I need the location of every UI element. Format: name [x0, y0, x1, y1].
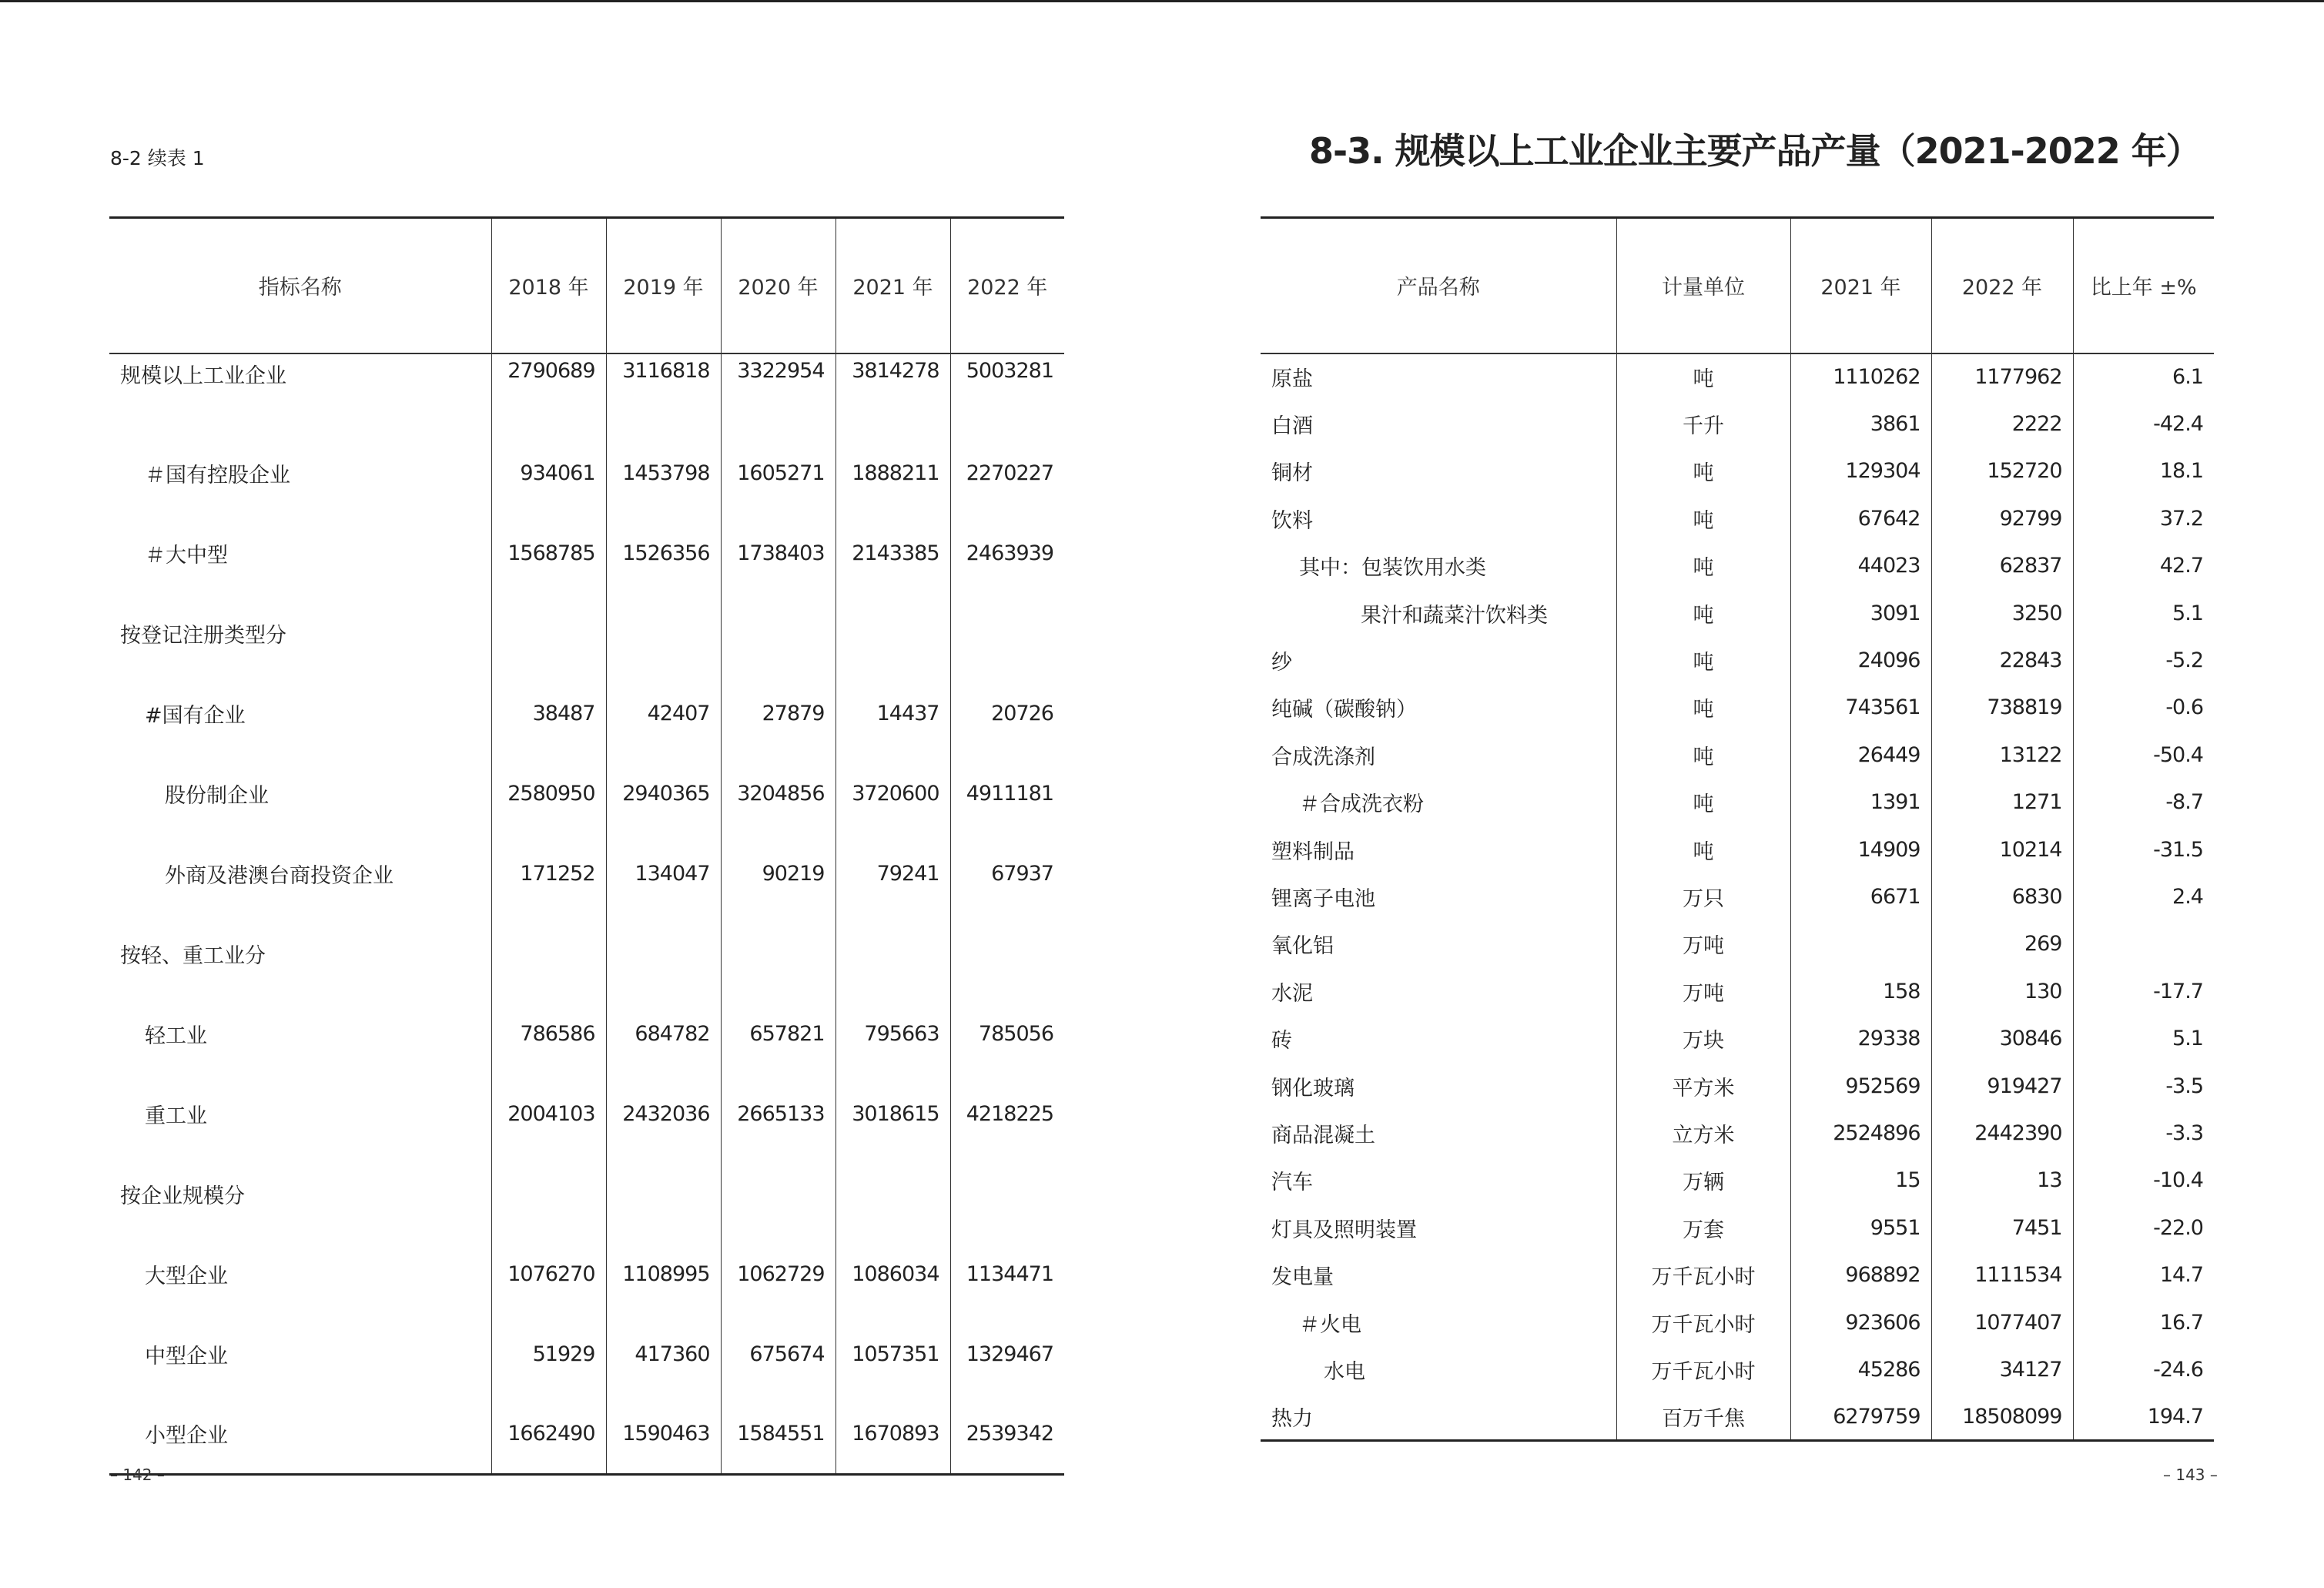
unit: 万千瓦小时	[1616, 1346, 1790, 1393]
product-name: 果汁和蔬菜汁饮料类	[1361, 603, 1548, 628]
value-2021: 3091	[1790, 589, 1931, 636]
value-2022: 1177962	[1931, 353, 2073, 400]
change-percent: -31.5	[2073, 826, 2214, 873]
product-name: 商品混凝土	[1271, 1123, 1375, 1147]
value-2019: 1526356	[606, 514, 721, 594]
value-2021: 158	[1790, 968, 1931, 1015]
value-2022	[950, 594, 1064, 674]
table-row	[1261, 1298, 2214, 1345]
table-row	[1261, 1157, 2214, 1204]
header-2021: 2021 年	[836, 218, 950, 353]
value-2021: 67642	[1790, 495, 1931, 542]
row-label: 按轻、重工业分	[120, 944, 266, 968]
value-2021: 952569	[1790, 1062, 1931, 1109]
table-row	[1261, 495, 2214, 542]
value-2022: 6830	[1931, 873, 2073, 920]
value-2022: 22843	[1931, 637, 2073, 684]
value-2022: 2270227	[950, 434, 1064, 514]
value-2022: 785056	[950, 994, 1064, 1074]
value-2022: 5003281	[950, 353, 1064, 434]
value-2021: 1086034	[836, 1235, 950, 1315]
value-2019	[606, 594, 721, 674]
value-2019: 417360	[606, 1315, 721, 1395]
product-name: 塑料制品	[1271, 839, 1355, 864]
value-2019	[606, 1154, 721, 1235]
value-2020: 675674	[721, 1315, 836, 1395]
value-2020: 1605271	[721, 434, 836, 514]
table-row	[1261, 826, 2214, 873]
value-2020: 1584551	[721, 1395, 836, 1475]
unit: 吨	[1616, 826, 1790, 873]
value-2022: 34127	[1931, 1346, 2073, 1393]
product-name: 白酒	[1271, 414, 1313, 439]
unit: 百万千焦	[1616, 1393, 1790, 1440]
product-name: 水泥	[1271, 981, 1313, 1006]
product-name: 纱	[1271, 651, 1292, 675]
value-2021: 1888211	[836, 434, 950, 514]
value-2021: 2143385	[836, 514, 950, 594]
row-label: 轻工业	[145, 1024, 207, 1048]
product-name: ＃合成洗衣粉	[1299, 792, 1424, 817]
product-name: 灯具及照明装置	[1271, 1218, 1417, 1242]
header-2021: 2021 年	[1790, 218, 1931, 353]
value-2022: 92799	[1931, 495, 2073, 542]
change-percent: -42.4	[2073, 400, 2214, 447]
change-percent: -3.3	[2073, 1110, 2214, 1157]
value-2018: 51929	[491, 1315, 606, 1395]
value-2019: 2940365	[606, 754, 721, 834]
value-2022: 3250	[1931, 589, 2073, 636]
change-percent: 16.7	[2073, 1298, 2214, 1345]
change-percent: 42.7	[2073, 542, 2214, 589]
product-output-table	[1261, 216, 2214, 1442]
value-2019: 684782	[606, 994, 721, 1074]
row-label: 大型企业	[145, 1265, 228, 1288]
value-2022: 2442390	[1931, 1110, 2073, 1157]
change-percent: 5.1	[2073, 1015, 2214, 1062]
table-row	[1261, 1251, 2214, 1298]
row-label: 按登记注册类型分	[120, 624, 286, 648]
table-row	[1261, 447, 2214, 494]
header-change: 比上年 ±%	[2073, 218, 2214, 353]
table-row	[109, 834, 1064, 914]
product-name: 合成洗涤剂	[1271, 745, 1375, 769]
value-2018: 1568785	[491, 514, 606, 594]
value-2019: 1108995	[606, 1235, 721, 1315]
value-2021: 968892	[1790, 1251, 1931, 1298]
product-name: 饮料	[1271, 508, 1313, 533]
table-body	[109, 353, 1064, 1475]
unit: 吨	[1616, 589, 1790, 636]
header-unit: 计量单位	[1616, 218, 1790, 353]
value-2021: 14437	[836, 674, 950, 754]
value-2021: 3720600	[836, 754, 950, 834]
product-name: 钢化玻璃	[1271, 1076, 1355, 1101]
table-subtitle: 8-2 续表 1	[110, 147, 205, 169]
value-2021: 29338	[1790, 1015, 1931, 1062]
header-indicator-name: 指标名称	[109, 218, 491, 353]
table-row	[1261, 542, 2214, 589]
table-body	[1261, 353, 2214, 1441]
row-label: 股份制企业	[165, 784, 269, 808]
value-2021: 24096	[1790, 637, 1931, 684]
value-2018: 2580950	[491, 754, 606, 834]
row-label: #国有企业	[145, 704, 246, 728]
value-2021: 923606	[1790, 1298, 1931, 1345]
value-2022: 4911181	[950, 754, 1064, 834]
change-percent: -3.5	[2073, 1062, 2214, 1109]
change-percent: 18.1	[2073, 447, 2214, 494]
right-page	[1162, 0, 2324, 1588]
unit: 千升	[1616, 400, 1790, 447]
row-label: ＃国有控股企业	[145, 464, 290, 487]
table-row	[1261, 968, 2214, 1015]
row-label: ＃大中型	[145, 544, 228, 568]
table-row	[1261, 1346, 2214, 1393]
table-row	[109, 754, 1064, 834]
unit: 万吨	[1616, 920, 1790, 967]
change-percent: -24.6	[2073, 1346, 2214, 1393]
table-row	[109, 1074, 1064, 1154]
product-name: 氧化铝	[1271, 934, 1334, 959]
value-2021: 14909	[1790, 826, 1931, 873]
value-2021: 15	[1790, 1157, 1931, 1204]
table-row	[109, 1315, 1064, 1395]
value-2019: 2432036	[606, 1074, 721, 1154]
change-percent: -10.4	[2073, 1157, 2214, 1204]
table-row	[109, 1235, 1064, 1315]
value-2022	[950, 914, 1064, 994]
value-2022: 1134471	[950, 1235, 1064, 1315]
value-2022: 30846	[1931, 1015, 2073, 1062]
product-name: 锂离子电池	[1271, 886, 1375, 911]
value-2022: 152720	[1931, 447, 2073, 494]
value-2021	[1790, 920, 1931, 967]
unit: 万只	[1616, 873, 1790, 920]
table-header-row	[109, 218, 1064, 353]
header-product-name: 产品名称	[1261, 218, 1616, 353]
value-2020: 90219	[721, 834, 836, 914]
change-percent: 194.7	[2073, 1393, 2214, 1440]
value-2021: 45286	[1790, 1346, 1931, 1393]
unit: 万辆	[1616, 1157, 1790, 1204]
product-name: 其中：包装饮用水类	[1299, 556, 1486, 581]
product-name: 铜材	[1271, 461, 1313, 486]
page-number: – 142 –	[110, 1466, 165, 1484]
value-2022: 18508099	[1931, 1393, 2073, 1440]
value-2022: 4218225	[950, 1074, 1064, 1154]
product-name: ＃火电	[1299, 1312, 1361, 1337]
table-row	[109, 353, 1064, 434]
unit: 吨	[1616, 495, 1790, 542]
row-label: 小型企业	[109, 1395, 491, 1475]
value-2018: 1076270	[491, 1235, 606, 1315]
table-row	[109, 1154, 1064, 1235]
value-2022: 130	[1931, 968, 2073, 1015]
value-2022: 2222	[1931, 400, 2073, 447]
change-percent: 14.7	[2073, 1251, 2214, 1298]
value-2019: 3116818	[606, 353, 721, 434]
table-row	[109, 434, 1064, 514]
value-2018: 38487	[491, 674, 606, 754]
table-row	[1261, 589, 2214, 636]
header-2022: 2022 年	[950, 218, 1064, 353]
change-percent: -0.6	[2073, 684, 2214, 731]
value-2021: 3018615	[836, 1074, 950, 1154]
table-row	[1261, 1393, 2214, 1440]
value-2022: 1111534	[1931, 1251, 2073, 1298]
table-header-row	[1261, 218, 2214, 353]
value-2020: 1062729	[721, 1235, 836, 1315]
value-2021: 795663	[836, 994, 950, 1074]
value-2019: 1590463	[606, 1395, 721, 1475]
value-2022: 2463939	[950, 514, 1064, 594]
change-percent: -8.7	[2073, 779, 2214, 826]
header-2019: 2019 年	[606, 218, 721, 353]
product-name: 砖	[1271, 1029, 1292, 1054]
value-2022	[950, 1154, 1064, 1235]
change-percent: 5.1	[2073, 589, 2214, 636]
value-2022: 919427	[1931, 1062, 2073, 1109]
unit: 万套	[1616, 1204, 1790, 1251]
table-row	[109, 1395, 1064, 1475]
change-percent	[2073, 920, 2214, 967]
value-2021	[836, 594, 950, 674]
unit: 万吨	[1616, 968, 1790, 1015]
table-row	[109, 674, 1064, 754]
value-2022: 7451	[1931, 1204, 2073, 1251]
value-2021: 44023	[1790, 542, 1931, 589]
value-2022: 1271	[1931, 779, 2073, 826]
table-row	[109, 514, 1064, 594]
value-2018: 2004103	[491, 1074, 606, 1154]
product-name: 原盐	[1271, 367, 1313, 392]
value-2021: 743561	[1790, 684, 1931, 731]
value-2019: 42407	[606, 674, 721, 754]
table-row	[109, 594, 1064, 674]
value-2019: 134047	[606, 834, 721, 914]
value-2021: 3861	[1790, 400, 1931, 447]
unit: 吨	[1616, 684, 1790, 731]
row-label: 重工业	[145, 1104, 207, 1128]
value-2018	[491, 1154, 606, 1235]
value-2018: 1662490	[491, 1395, 606, 1475]
value-2021: 26449	[1790, 732, 1931, 779]
table-row	[1261, 873, 2214, 920]
value-2021: 1057351	[836, 1315, 950, 1395]
change-percent: -5.2	[2073, 637, 2214, 684]
table-row	[1261, 1204, 2214, 1251]
unit: 吨	[1616, 542, 1790, 589]
value-2022: 10214	[1931, 826, 2073, 873]
value-2018	[491, 914, 606, 994]
value-2020	[721, 594, 836, 674]
unit: 万千瓦小时	[1616, 1251, 1790, 1298]
row-label: 中型企业	[145, 1345, 228, 1369]
table-row	[1261, 732, 2214, 779]
value-2021: 1670893	[836, 1395, 950, 1475]
value-2019: 1453798	[606, 434, 721, 514]
value-2022: 738819	[1931, 684, 2073, 731]
value-2021: 6279759	[1790, 1393, 1931, 1440]
product-name: 水电	[1324, 1359, 1365, 1384]
change-percent: -17.7	[2073, 968, 2214, 1015]
table-row	[1261, 353, 2214, 400]
table-row	[1261, 779, 2214, 826]
unit: 吨	[1616, 637, 1790, 684]
value-2020: 657821	[721, 994, 836, 1074]
unit: 平方米	[1616, 1062, 1790, 1109]
table-row	[109, 994, 1064, 1074]
page-number: – 143 –	[2163, 1466, 2218, 1484]
value-2018	[491, 594, 606, 674]
unit: 吨	[1616, 779, 1790, 826]
value-2018: 171252	[491, 834, 606, 914]
value-2021	[836, 914, 950, 994]
value-2022: 269	[1931, 920, 2073, 967]
change-percent: 2.4	[2073, 873, 2214, 920]
header-2020: 2020 年	[721, 218, 836, 353]
value-2022: 20726	[950, 674, 1064, 754]
table-row	[1261, 684, 2214, 731]
value-2020: 3204856	[721, 754, 836, 834]
change-percent: 37.2	[2073, 495, 2214, 542]
value-2022: 1077407	[1931, 1298, 2073, 1345]
row-label: 规模以上工业企业	[120, 363, 286, 388]
table-row	[1261, 1110, 2214, 1157]
table-row	[1261, 1015, 2214, 1062]
value-2022: 1329467	[950, 1315, 1064, 1395]
header-2022: 2022 年	[1931, 218, 2073, 353]
change-percent: -22.0	[2073, 1204, 2214, 1251]
value-2021: 2524896	[1790, 1110, 1931, 1157]
unit: 吨	[1616, 447, 1790, 494]
product-name: 纯碱（碳酸钠）	[1271, 698, 1417, 722]
value-2021: 1110262	[1790, 353, 1931, 400]
row-label: 外商及港澳台商投资企业	[165, 864, 393, 888]
product-name: 汽车	[1271, 1171, 1313, 1195]
unit: 万块	[1616, 1015, 1790, 1062]
table-row	[1261, 920, 2214, 967]
page-title: 8-3. 规模以上工业企业主要产品产量（2021-2022 年）	[1309, 130, 2201, 172]
unit: 立方米	[1616, 1110, 1790, 1157]
value-2022: 62837	[1931, 542, 2073, 589]
value-2020: 1738403	[721, 514, 836, 594]
value-2018: 786586	[491, 994, 606, 1074]
value-2021: 1391	[1790, 779, 1931, 826]
value-2021: 129304	[1790, 447, 1931, 494]
value-2020: 3322954	[721, 353, 836, 434]
value-2021: 9551	[1790, 1204, 1931, 1251]
value-2022: 67937	[950, 834, 1064, 914]
table-row	[1261, 637, 2214, 684]
value-2020	[721, 914, 836, 994]
change-percent: 6.1	[2073, 353, 2214, 400]
table-row	[1261, 1062, 2214, 1109]
value-2022: 2539342	[950, 1395, 1064, 1475]
value-2021: 3814278	[836, 353, 950, 434]
value-2021: 79241	[836, 834, 950, 914]
change-percent: -50.4	[2073, 732, 2214, 779]
table-row	[1261, 400, 2214, 447]
value-2018: 934061	[491, 434, 606, 514]
value-2020	[721, 1154, 836, 1235]
value-2018: 2790689	[491, 353, 606, 434]
table-row	[109, 914, 1064, 994]
value-2022: 13	[1931, 1157, 2073, 1204]
unit: 吨	[1616, 732, 1790, 779]
industrial-enterprises-table	[109, 216, 1064, 1476]
unit: 万千瓦小时	[1616, 1298, 1790, 1345]
value-2022: 13122	[1931, 732, 2073, 779]
value-2020: 2665133	[721, 1074, 836, 1154]
row-label: 按企业规模分	[120, 1184, 245, 1208]
product-name: 发电量	[1271, 1265, 1334, 1290]
value-2021: 6671	[1790, 873, 1931, 920]
product-name: 热力	[1261, 1393, 1616, 1440]
value-2020: 27879	[721, 674, 836, 754]
value-2021	[836, 1154, 950, 1235]
value-2019	[606, 914, 721, 994]
header-2018: 2018 年	[491, 218, 606, 353]
unit: 吨	[1616, 353, 1790, 400]
